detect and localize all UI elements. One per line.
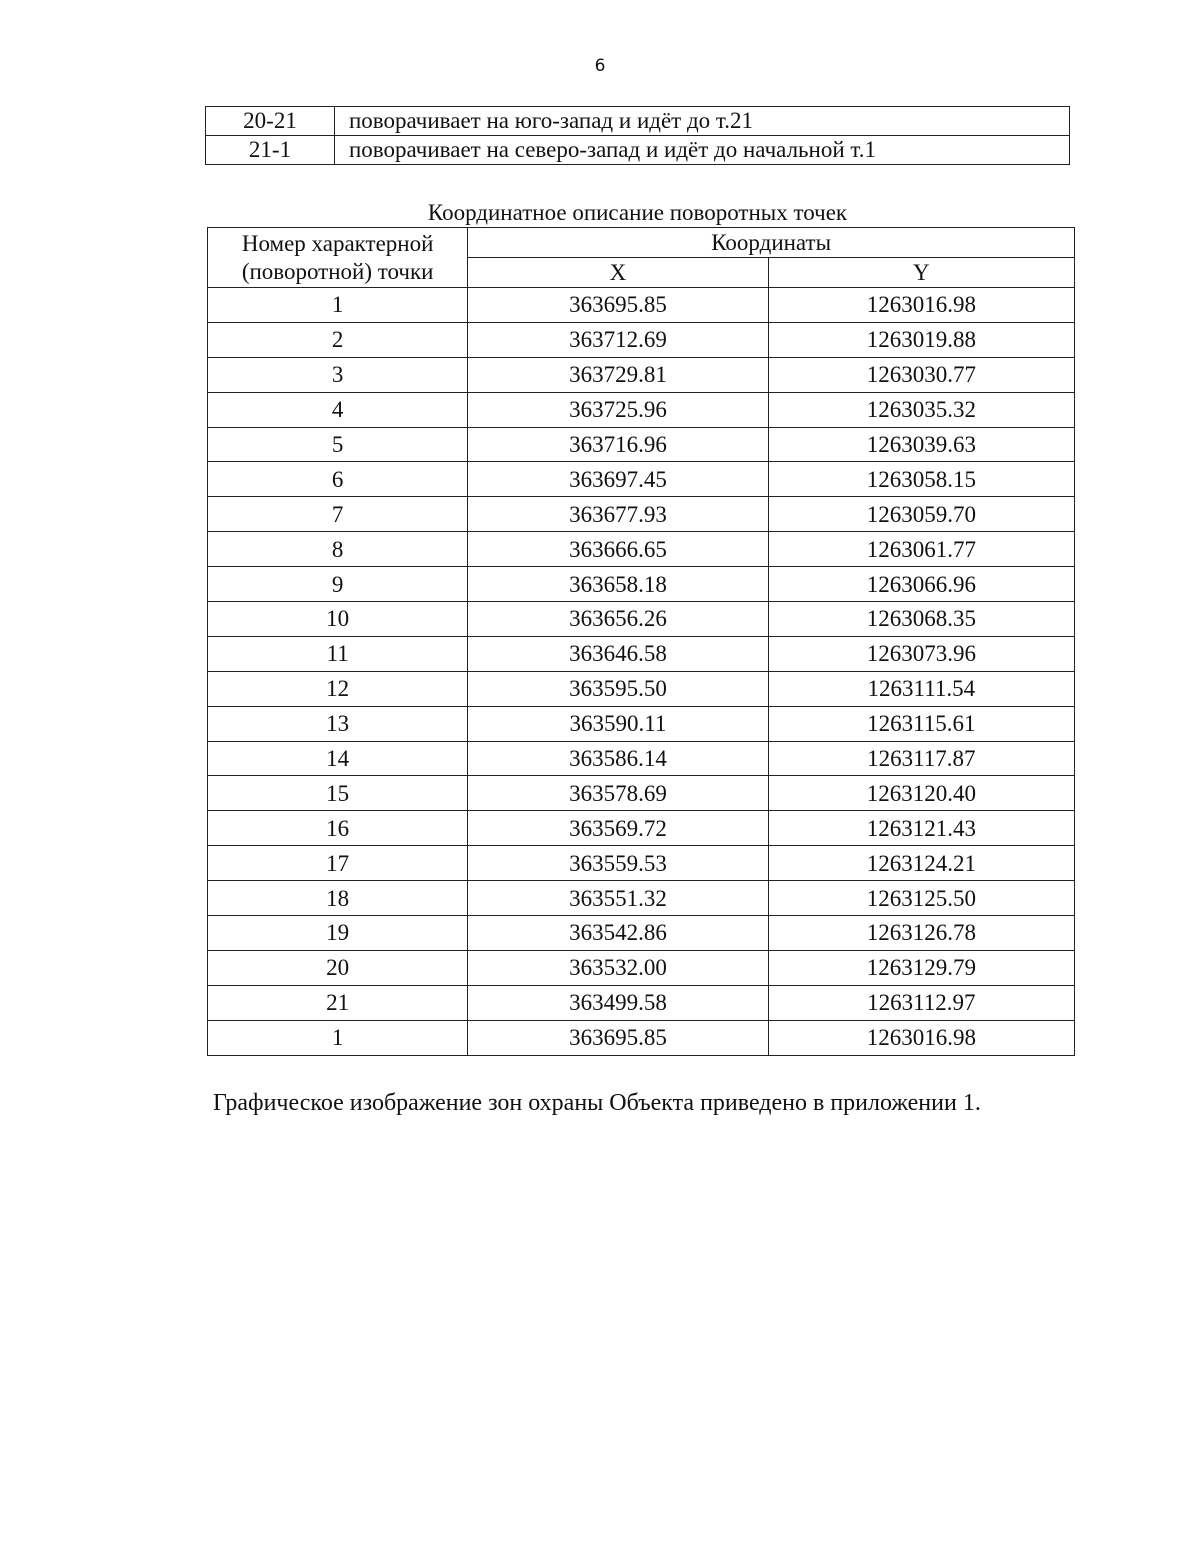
- point-number-cell: 9: [208, 567, 468, 602]
- y-header: Y: [768, 258, 1074, 288]
- y-coordinate-cell: 1263059.70: [768, 497, 1074, 532]
- table-row: [208, 288, 1075, 323]
- page-number: 6: [594, 56, 606, 76]
- y-coordinate-cell: 1263016.98: [768, 288, 1074, 323]
- table-row: [208, 497, 1075, 532]
- point-number-cell: 5: [208, 427, 468, 462]
- x-coordinate-cell: 363695.85: [468, 1020, 768, 1055]
- y-coordinate-cell: 1263112.97: [768, 985, 1074, 1020]
- table-row: [208, 567, 1075, 602]
- x-coordinate-cell: 363712.69: [468, 322, 768, 357]
- coordinates-table: [207, 227, 1075, 1056]
- y-coordinate-cell: 1263066.96: [768, 567, 1074, 602]
- x-coordinate-cell: 363542.86: [468, 916, 768, 951]
- point-number-cell: 15: [208, 776, 468, 811]
- point-number-cell: 4: [208, 392, 468, 427]
- table-row: [208, 427, 1075, 462]
- footer-text: Графическое изображение зон охраны Объекта приведено в приложении 1.: [213, 1090, 981, 1116]
- point-number-cell: 8: [208, 532, 468, 567]
- y-coordinate-cell: 1263039.63: [768, 427, 1074, 462]
- x-coordinate-cell: 363716.96: [468, 427, 768, 462]
- x-coordinate-cell: 363499.58: [468, 985, 768, 1020]
- x-coordinate-cell: 363656.26: [468, 602, 768, 637]
- x-coordinate-cell: 363559.53: [468, 846, 768, 881]
- point-number-cell: 17: [208, 846, 468, 881]
- point-number-cell: 11: [208, 636, 468, 671]
- y-coordinate-cell: 1263035.32: [768, 392, 1074, 427]
- table-row: [208, 881, 1075, 916]
- table-row: [208, 846, 1075, 881]
- route-row: [206, 136, 1070, 165]
- y-coordinate-cell: 1263129.79: [768, 950, 1074, 985]
- route-segment: 21-1: [206, 136, 335, 165]
- table-row: [208, 602, 1075, 637]
- point-header-line1: Номер характерной: [241, 230, 434, 256]
- point-number-cell: 3: [208, 357, 468, 392]
- table-row: [208, 322, 1075, 357]
- point-number-cell: 20: [208, 950, 468, 985]
- x-coordinate-cell: 363586.14: [468, 741, 768, 776]
- y-coordinate-cell: 1263068.35: [768, 602, 1074, 637]
- y-coordinate-cell: 1263125.50: [768, 881, 1074, 916]
- x-coordinate-cell: 363666.65: [468, 532, 768, 567]
- table-row: [208, 776, 1075, 811]
- route-row: [206, 107, 1070, 136]
- point-number-header: [208, 228, 468, 288]
- table-row: [208, 741, 1075, 776]
- x-coordinate-cell: 363658.18: [468, 567, 768, 602]
- table-row: [208, 950, 1075, 985]
- y-coordinate-cell: 1263061.77: [768, 532, 1074, 567]
- x-coordinate-cell: 363725.96: [468, 392, 768, 427]
- y-coordinate-cell: 1263124.21: [768, 846, 1074, 881]
- y-coordinate-cell: 1263117.87: [768, 741, 1074, 776]
- point-number-cell: 16: [208, 811, 468, 846]
- point-number-cell: 10: [208, 602, 468, 637]
- x-coordinate-cell: 363595.50: [468, 671, 768, 706]
- table-row: [208, 916, 1075, 951]
- table-row: [208, 985, 1075, 1020]
- point-number-cell: 6: [208, 462, 468, 497]
- x-coordinate-cell: 363646.58: [468, 636, 768, 671]
- y-coordinate-cell: 1263073.96: [768, 636, 1074, 671]
- point-number-cell: 18: [208, 881, 468, 916]
- x-coordinate-cell: 363697.45: [468, 462, 768, 497]
- route-description: поворачивает на юго-запад и идёт до т.21: [335, 107, 1070, 136]
- table-row: [208, 671, 1075, 706]
- point-number-cell: 19: [208, 916, 468, 951]
- table-row: [208, 392, 1075, 427]
- point-number-cell: 14: [208, 741, 468, 776]
- y-coordinate-cell: 1263115.61: [768, 706, 1074, 741]
- x-coordinate-cell: 363569.72: [468, 811, 768, 846]
- table-row: [208, 462, 1075, 497]
- x-coordinate-cell: 363590.11: [468, 706, 768, 741]
- point-number-cell: 7: [208, 497, 468, 532]
- route-segment: 20-21: [206, 107, 335, 136]
- x-header: X: [468, 258, 768, 288]
- point-header-line2: (поворотной) точки: [241, 258, 434, 284]
- table-row: [208, 811, 1075, 846]
- table-row: [208, 706, 1075, 741]
- y-coordinate-cell: 1263111.54: [768, 671, 1074, 706]
- coordinates-caption: Координатное описание поворотных точек: [427, 200, 848, 225]
- y-coordinate-cell: 1263121.43: [768, 811, 1074, 846]
- x-coordinate-cell: 363729.81: [468, 357, 768, 392]
- route-description: поворачивает на северо-запад и идёт до начальной т.1: [335, 136, 1070, 165]
- point-number-cell: 1: [208, 288, 468, 323]
- y-coordinate-cell: 1263019.88: [768, 322, 1074, 357]
- x-coordinate-cell: 363677.93: [468, 497, 768, 532]
- route-table: [205, 106, 1070, 165]
- point-number-cell: 21: [208, 985, 468, 1020]
- y-coordinate-cell: 1263126.78: [768, 916, 1074, 951]
- y-coordinate-cell: 1263030.77: [768, 357, 1074, 392]
- table-row: [208, 1020, 1075, 1055]
- table-row: [208, 357, 1075, 392]
- point-number-cell: 2: [208, 322, 468, 357]
- table-row: [208, 532, 1075, 567]
- point-number-cell: 12: [208, 671, 468, 706]
- y-coordinate-cell: 1263120.40: [768, 776, 1074, 811]
- coordinates-header: Координаты: [468, 228, 1075, 258]
- x-coordinate-cell: 363532.00: [468, 950, 768, 985]
- table-row: [208, 636, 1075, 671]
- point-number-cell: 13: [208, 706, 468, 741]
- y-coordinate-cell: 1263058.15: [768, 462, 1074, 497]
- x-coordinate-cell: 363695.85: [468, 288, 768, 323]
- point-number-cell: 1: [208, 1020, 468, 1055]
- x-coordinate-cell: 363578.69: [468, 776, 768, 811]
- y-coordinate-cell: 1263016.98: [768, 1020, 1074, 1055]
- x-coordinate-cell: 363551.32: [468, 881, 768, 916]
